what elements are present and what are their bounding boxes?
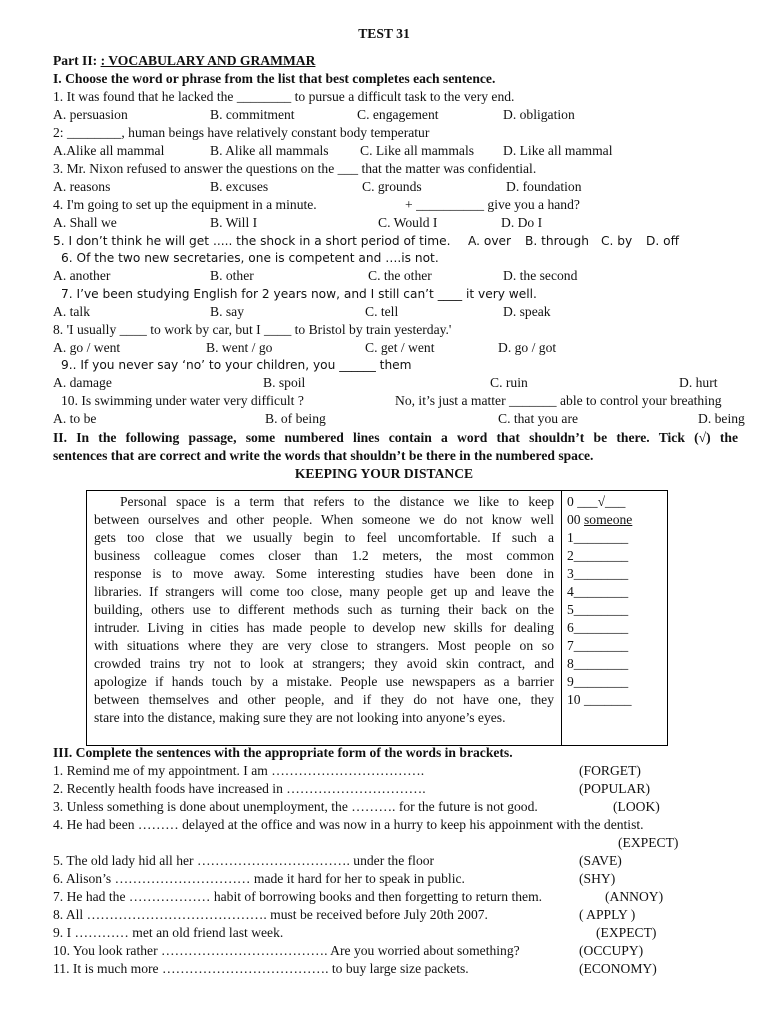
- q1-text: 1. It was found that he lacked the ________ to pursue a difficult task to the very end.: [53, 89, 515, 104]
- answer-column: [567, 493, 632, 709]
- answer-line-9: 9________: [567, 674, 629, 689]
- q7-options: [53, 303, 738, 321]
- q3-option-c: C. grounds: [362, 179, 422, 194]
- q7-option-c: C. tell: [365, 304, 399, 319]
- word-form-sentence: 1. Remind me of my appointment. I am …………………………….: [53, 763, 425, 778]
- q8-text: 8. 'I usually ____ to work by car, but I ____ to Bristol by train yesterday.': [53, 322, 452, 337]
- word-form-sentence: 7. He had the ……………… habit of borrowing books and then forgetting to return them.: [53, 889, 543, 904]
- answer-line-1: 1________: [567, 530, 629, 545]
- answer-line-2: 2________: [567, 548, 629, 563]
- q4-option-b: B. Will I: [210, 215, 258, 230]
- q10-response: No, it’s just a matter _______ able to control your breathing: [395, 393, 722, 408]
- q2-option-b: B. Alike all mammals: [210, 143, 329, 158]
- q6-text: 6. Of the two new secretaries, one is competent and ….is not.: [61, 251, 439, 265]
- q9-options: [53, 374, 738, 392]
- answer-line-8: 8________: [567, 656, 629, 671]
- q4-option-c: C. Would I: [378, 215, 438, 230]
- q5-option-d: D. off: [646, 234, 679, 248]
- section3-heading: III. Complete the sentences with the appropriate form of the words in brackets.: [53, 745, 513, 760]
- passage-line: response is to move away. Some interesting studies have been done in: [94, 566, 554, 581]
- q2-option-c: C. Like all mammals: [360, 143, 475, 158]
- passage-title: KEEPING YOUR DISTANCE: [294, 466, 474, 481]
- answer-example-word: someone: [584, 512, 633, 527]
- answer-line-7: 7________: [567, 638, 629, 653]
- q4-response: + __________ give you a hand?: [405, 197, 580, 212]
- q2-options: [53, 142, 738, 160]
- q8-option-c: C. get / went: [365, 340, 435, 355]
- q5-option-a: A. over: [468, 234, 512, 248]
- part-title: : VOCABULARY AND GRAMMAR: [100, 53, 316, 68]
- q6-option-b: B. other: [210, 268, 254, 283]
- q10-option-c: C. that you are: [498, 411, 579, 426]
- word-form-item: [53, 924, 738, 942]
- answer-label: 00: [567, 512, 581, 527]
- word-form-word: (POPULAR): [579, 781, 650, 796]
- passage-divider: [561, 491, 562, 745]
- word-form-item: [53, 816, 738, 834]
- word-form-sentence: 5. The old lady hid all her ……………………………. under the floor: [53, 853, 435, 868]
- word-form-word: (EXPECT): [596, 925, 657, 940]
- word-form-item: [53, 780, 738, 798]
- word-form-item: [53, 798, 738, 816]
- passage-line: with situations where they are very close to strangers. Most people on so: [94, 638, 554, 653]
- q8-option-d: D. go / got: [498, 340, 557, 355]
- q7-option-a: A. talk: [53, 304, 90, 319]
- word-form-word: (ANNOY): [605, 889, 664, 904]
- passage-line: libraries. If strangers will come too close, many people get up and leave the: [94, 584, 554, 599]
- q6-options: [53, 267, 738, 285]
- word-form-item: [53, 888, 738, 906]
- q9-text: 9.. If you never say ‘no’ to your children, you ______ them: [61, 358, 412, 372]
- q9-option-b: B. spoil: [263, 375, 306, 390]
- word-form-sentence: 6. Alison’s ………………………… made it hard for her to speak in public.: [53, 871, 465, 886]
- q3-option-d: D. foundation: [506, 179, 582, 194]
- q2-text: 2: ________, human beings have relatively constant body temperatur: [53, 125, 430, 140]
- q2-option-d: D. Like all mammal: [503, 143, 613, 158]
- passage-line: Personal space is a term that refers to the distance we like to keep: [120, 494, 554, 509]
- q1-option-b: B. commitment: [210, 107, 295, 122]
- answer-line-6: 6________: [567, 620, 629, 635]
- passage-line: between themselves and other people, and if they do not have one, they: [94, 692, 554, 707]
- q4-option-d: D. Do I: [501, 215, 543, 230]
- q5-option-b: B. through: [525, 234, 589, 248]
- word-form-word: (FORGET): [579, 763, 641, 778]
- word-form-word: ( APPLY ): [579, 907, 636, 922]
- q10-options: [53, 410, 745, 428]
- word-form-item: [53, 870, 738, 888]
- q1-option-c: C. engagement: [357, 107, 439, 122]
- q3-text: 3. Mr. Nixon refused to answer the questions on the ___ that the matter was confidential.: [53, 161, 537, 176]
- word-form-item: [53, 960, 738, 978]
- part-heading: [53, 52, 738, 70]
- q4-line: [53, 196, 738, 214]
- passage-box: [86, 490, 668, 746]
- answer-line-0: 0 ___√___: [567, 494, 626, 509]
- test-title: TEST 31: [358, 26, 410, 41]
- q10-line: [53, 392, 738, 410]
- q8-option-a: A. go / went: [53, 340, 121, 355]
- q7-text: 7. I’ve been studying English for 2 years now, and I still can’t ____ it very well.: [61, 287, 537, 301]
- q1-option-d: D. obligation: [503, 107, 575, 122]
- word-form-item: [53, 906, 738, 924]
- passage-line: apologize if hands touch by a mistake. People use newspapers as a barrier: [94, 674, 554, 689]
- word-form-sentence: 2. Recently health foods have increased in ………………………….: [53, 781, 426, 796]
- word-form-word: (SAVE): [579, 853, 622, 868]
- section2-heading-line2: sentences that are correct and write the words that shouldn’t be there in the numbered space.: [53, 448, 594, 463]
- answer-line-5: 5________: [567, 602, 629, 617]
- q1-options: [53, 106, 738, 124]
- q5-text: 5. I don’t think he will get ..... the shock in a short period of time.: [53, 234, 451, 248]
- word-form-item: [53, 762, 738, 780]
- passage-line: between ourselves and other people. When someone we do not know well: [94, 512, 554, 527]
- word-form-sentence: 10. You look rather ………………………………. Are you worried about something?: [53, 943, 520, 958]
- q1-option-a: A. persuasion: [53, 107, 128, 122]
- q10-text: 10. Is swimming under water very difficult ?: [61, 393, 304, 408]
- answer-line-10: 10 _______: [567, 692, 632, 707]
- q3-option-b: B. excuses: [210, 179, 269, 194]
- answer-line-00: [567, 511, 632, 529]
- word-form-sentence: 9. I ………… met an old friend last week.: [53, 925, 284, 940]
- passage-line: building, others use to different methods such as turning their back on the: [94, 602, 554, 617]
- passage-line: gets too close that we usually begin to feel uncomfortable. If such a: [94, 530, 554, 545]
- word-form-word: (SHY): [579, 871, 616, 886]
- word-form-word: (LOOK): [613, 799, 660, 814]
- section1-heading: I. Choose the word or phrase from the list that best completes each sentence.: [53, 71, 496, 86]
- word-form-word: (ECONOMY): [579, 961, 657, 976]
- answer-line-4: 4________: [567, 584, 629, 599]
- q9-option-a: A. damage: [53, 375, 112, 390]
- q7-option-d: D. speak: [503, 304, 551, 319]
- q10-option-b: B. of being: [265, 411, 326, 426]
- q4-options: [53, 214, 738, 232]
- word-form-word: (OCCUPY): [579, 943, 644, 958]
- q10-option-a: A. to be: [53, 411, 97, 426]
- q6-option-a: A. another: [53, 268, 111, 283]
- passage-line: business colleague comes closer than 1.2 meters, the most common: [94, 548, 554, 563]
- word-form-sentence: 4. He had been ……… delayed at the office and was now in a hurry to keep his appoinment with the dentist.: [53, 817, 644, 832]
- q6-option-d: D. the second: [503, 268, 578, 283]
- answer-line-3: 3________: [567, 566, 629, 581]
- word-form-sentence: 11. It is much more ………………………………. to buy large size packets.: [53, 961, 469, 976]
- q6-option-c: C. the other: [368, 268, 432, 283]
- q10-option-d: D. being: [698, 411, 745, 426]
- q9-option-c: C. ruin: [490, 375, 528, 390]
- section2-heading-line1: II. In the following passage, some numbered lines contain a word that shouldn’t be there. Tick (√) the: [53, 430, 738, 445]
- passage-text: [94, 493, 554, 727]
- q3-option-a: A. reasons: [53, 179, 111, 194]
- word-form-item-continued: [53, 834, 738, 852]
- word-form-item: [53, 942, 738, 960]
- q3-options: [53, 178, 738, 196]
- q2-option-a: A.Alike all mammal: [53, 143, 165, 158]
- q4-text: 4. I'm going to set up the equipment in a minute.: [53, 197, 317, 212]
- word-form-word: (EXPECT): [618, 835, 679, 850]
- q8-options: [53, 339, 738, 357]
- q8-option-b: B. went / go: [206, 340, 273, 355]
- part-prefix: Part II:: [53, 53, 101, 68]
- q7-option-b: B. say: [210, 304, 244, 319]
- word-form-sentence: 3. Unless something is done about unemployment, the ………. for the future is not good.: [53, 799, 538, 814]
- q9-option-d: D. hurt: [679, 375, 718, 390]
- word-form-item: [53, 852, 738, 870]
- q4-option-a: A. Shall we: [53, 215, 117, 230]
- q5-option-c: C. by: [601, 234, 633, 248]
- passage-line: crowded trains try not to look at strangers; they avoid skin contract, and: [94, 656, 554, 671]
- q5-line: [53, 232, 738, 250]
- passage-line: stare into the distance, making sure they are not looking into anyone’s eyes.: [94, 710, 506, 725]
- passage-line: intruder. Living in cities has made people to develop new skills for dealing: [94, 620, 554, 635]
- word-form-sentence: 8. All …………………………………. must be received before July 20th 2007.: [53, 907, 488, 922]
